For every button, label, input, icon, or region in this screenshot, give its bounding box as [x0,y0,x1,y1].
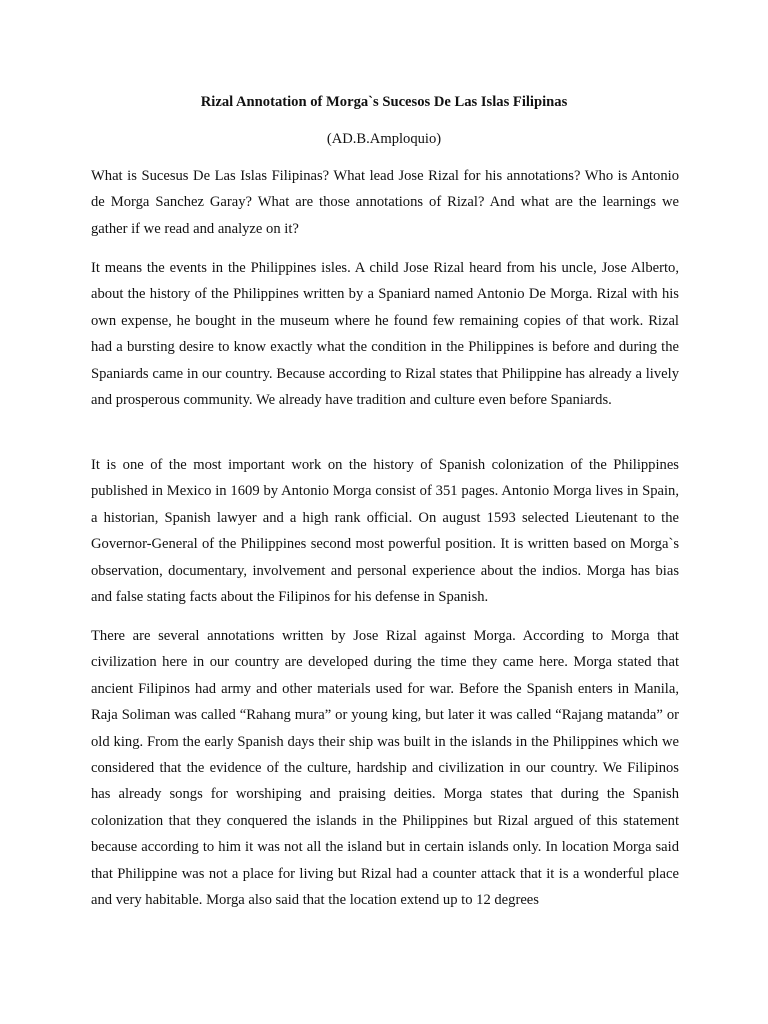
document-title: Rizal Annotation of Morga`s Sucesos De Las Islas Filipinas [200,94,568,110]
document-author: (AD.B.Amploquio) [326,131,442,147]
paragraph-history: It is one of the most important work on the history of Spanish colonization of the Philippines published in Mexico in 1609 by Antonio Morga consist of 351 pages. Antonio Morga lives in Spain, a historian, Spanish lawyer and a high rank official. On august 1593 selected Lieutenant to the Governor-General of the Philippines second most powerful position. It is written based on Morga`s observation, documentary, involvement and personal experience about the indios. Morga has bias and false stating facts about the Filipinos for his defense in Spanish. [91,457,679,606]
paragraph-intro-questions: What is Sucesus De Las Islas Filipinas? What lead Jose Rizal for his annotations? Who is Antonio de Morga Sanchez Garay? What are those annotations of Rizal? And what are the learnings we gather if we read and analyze on it? [91,168,679,237]
paragraph-annotations: There are several annotations written by Jose Rizal against Morga. According to Morga that civilization here in our country are developed during the time they came here. Morga stated that ancient Filipinos had army and other materials used for war. Before the Spanish enters in Manila, Raja Soliman was called “Rahang mura” or young king, but later it was called “Rajang matanda” or old king. From the early Spanish days their ship was built in the islands in the Philippines which we considered that the evidence of the culture, hardship and civilization in our country. We Filipinos has already songs for worshiping and praising deities. Morga states that during the Spanish colonization that they conquered the islands in the Philippines but Rizal argued of this statement because according to him it was not all the island but in certain islands only. In location Morga said that Philippine was not a place for living but Rizal had a counter attack that it is a wonderful place and very habitable. Morga also said that the location extend up to 12 degrees [91,628,679,909]
paragraph-meaning: It means the events in the Philippines isles. A child Jose Rizal heard from his uncle, Jose Alberto, about the history of the Philippines written by a Spaniard named Antonio De Morga. Rizal with his own expense, he bought in the museum where he found few remaining copies of that work. Rizal had a bursting desire to know exactly what the condition in the Philippines is before and during the Spaniards came in our country. Because according to Rizal states that Philippine has already a lively and prosperous community. We already have tradition and culture even before Spaniards. [91,260,679,409]
